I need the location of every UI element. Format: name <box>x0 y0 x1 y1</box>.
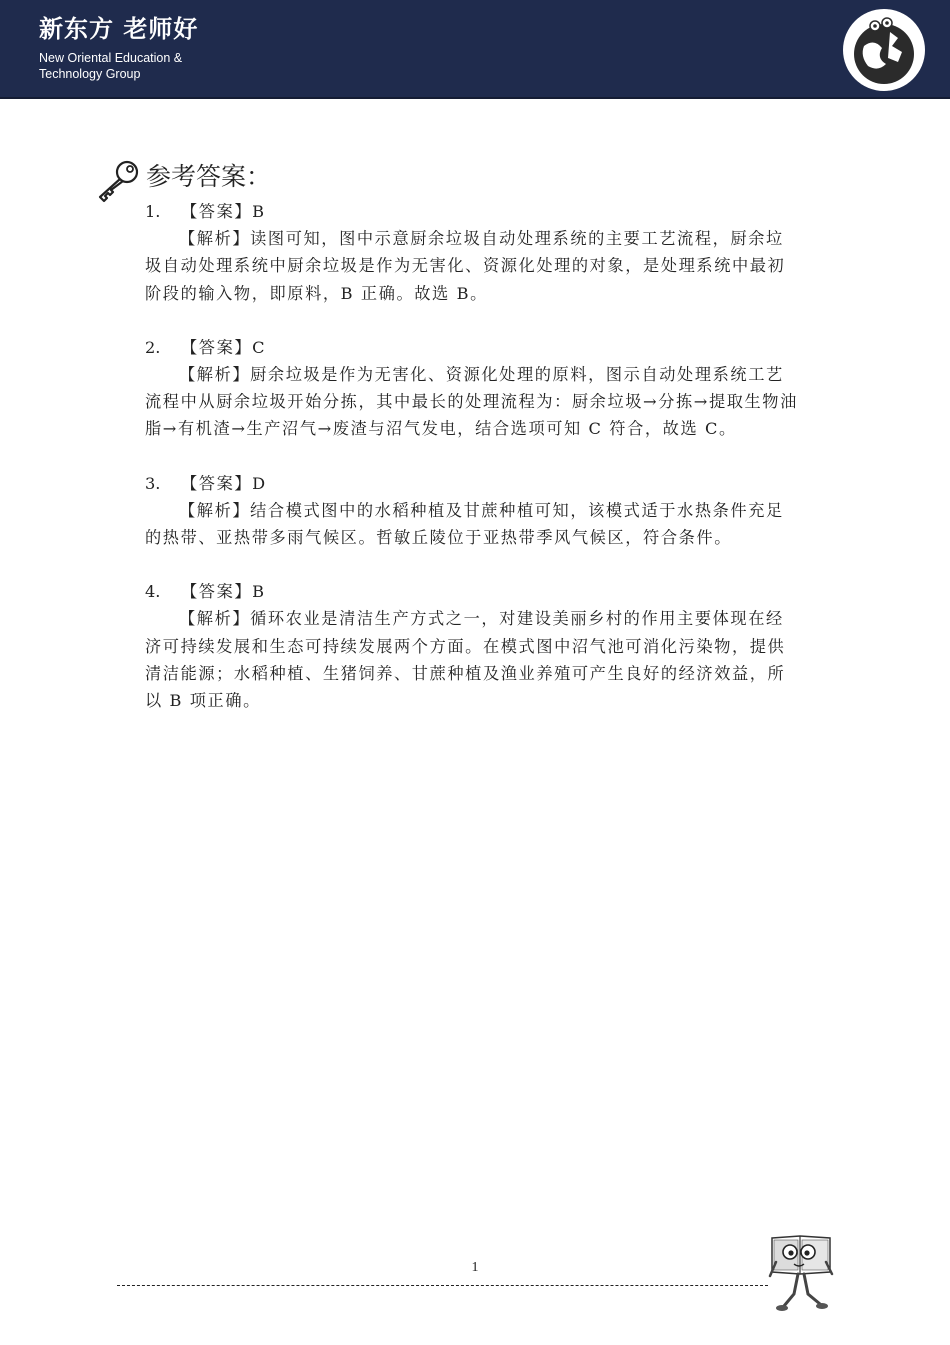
brand-name-en-line2: Technology Group <box>39 67 141 81</box>
question-item-3 <box>145 470 800 552</box>
question-item-1 <box>145 198 800 307</box>
answer-line <box>145 578 800 605</box>
answer-line <box>145 470 800 497</box>
answer-list <box>145 198 800 741</box>
brand-name-en-line1: New Oriental Education & <box>39 51 183 65</box>
page-header <box>0 0 950 99</box>
globe-mascot-logo-icon <box>842 8 926 92</box>
question-item-4 <box>145 578 800 714</box>
analysis-text: 【解析】循环农业是清洁生产方式之一，对建设美丽乡村的作用主要体现在经济可持续发展和生态可持续发展两个方面。在模式图中沼气池可消化污染物，提供清洁能源；水稻种植、生猪饲养、甘蔗种植及渔业养殖可产生良好的经济效益，所以 B 项正确。 <box>145 609 786 711</box>
key-icon <box>96 159 142 203</box>
answer-line <box>145 198 800 225</box>
answer-text: 【答案】B <box>181 582 266 602</box>
question-number: 2. <box>145 337 161 357</box>
analysis-text: 【解析】读图可知，图中示意厨余垃圾自动处理系统的主要工艺流程，厨余垃圾自动处理系统中厨余垃圾是作为无害化、资源化处理的对象，是处理系统中最初阶段的输入物，即原料，B 正确。故选 B。 <box>145 229 786 303</box>
brand-name-cn: 新东方 老师好 <box>39 15 199 43</box>
brand-name-en <box>39 50 198 82</box>
brand-block <box>39 14 198 82</box>
footer-divider <box>117 1285 768 1286</box>
answer-text: 【答案】C <box>181 337 267 357</box>
question-item-2 <box>145 334 800 443</box>
analysis-text: 【解析】厨余垃圾是作为无害化、资源化处理的原料，图示自动处理系统工艺流程中从厨余垃圾开始分拣，其中最长的处理流程为：厨余垃圾→分拣→提取生物油脂→有机渣→生产沼气→废渣与沼气发电，结合选项可知 C 符合，故选 C。 <box>145 365 798 439</box>
analysis-text: 【解析】结合模式图中的水稻种植及甘蔗种植可知，该模式适于水热条件充足的热带、亚热带多雨气候区。哲敏丘陵位于亚热带季风气候区，符合条件。 <box>145 500 784 548</box>
answer-text: 【答案】D <box>181 473 267 493</box>
question-number: 1. <box>145 202 161 221</box>
answer-line <box>145 334 800 361</box>
section-title: 参考答案： <box>146 162 272 191</box>
question-number: 4. <box>145 582 161 602</box>
question-number: 3. <box>145 473 161 493</box>
page-number: 1 <box>471 1260 479 1275</box>
answer-text: 【答案】B <box>181 202 266 221</box>
book-mascot-icon <box>768 1232 834 1316</box>
